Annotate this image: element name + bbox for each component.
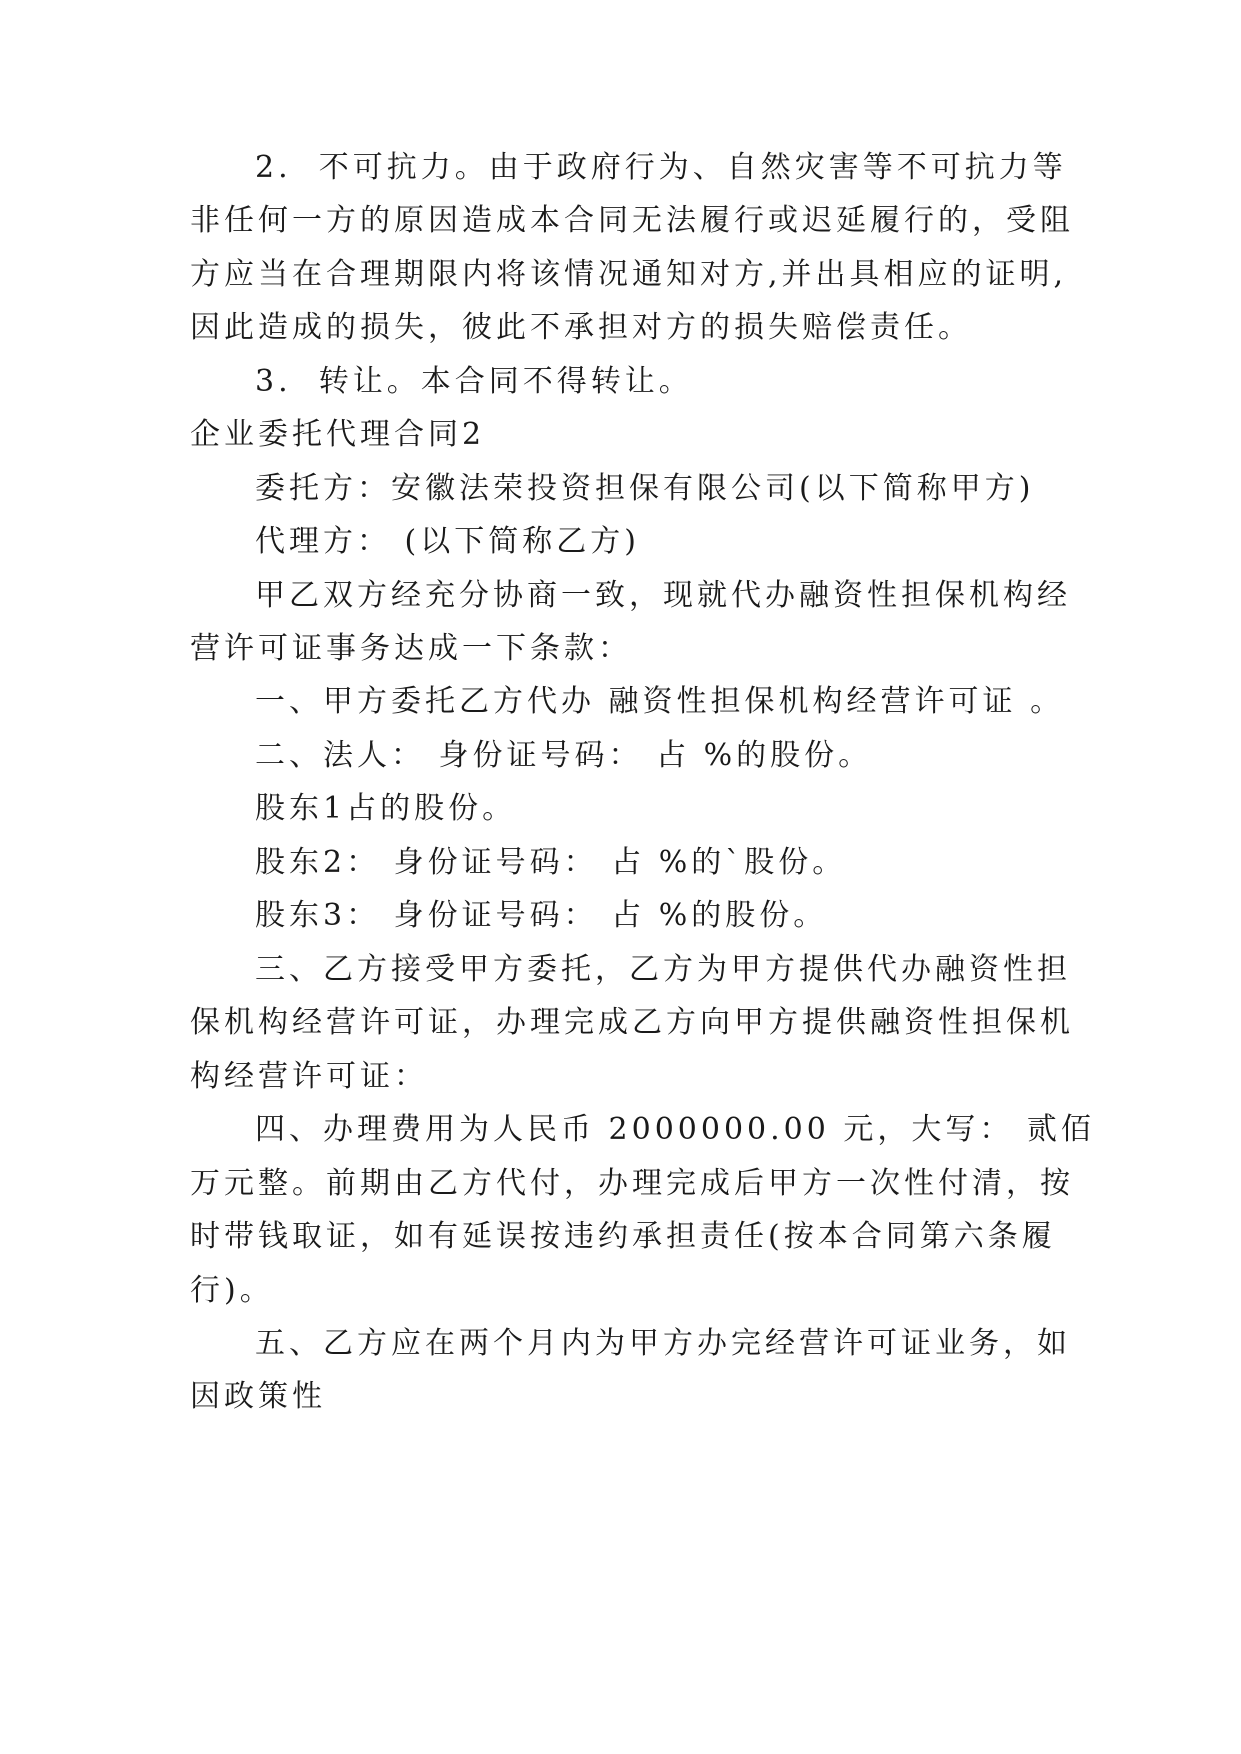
text-line: 二、法人： 身份证号码： 占 %的股份。 bbox=[255, 738, 873, 773]
text-line: 方应当在合理期限内将该情况通知对方,并出具相应的证明, bbox=[190, 257, 1068, 292]
text-line: 一、甲方委托乙方代办 融资性担保机构经营许可证 。 bbox=[255, 684, 1065, 719]
text-line: 2. 不可抗力。由于政府行为、自然灾害等不可抗力等 bbox=[255, 150, 1067, 185]
text-line: 因政策性 bbox=[190, 1379, 326, 1414]
text-line: 因此造成的损失，彼此不承担对方的损失赔偿责任。 bbox=[190, 310, 972, 345]
text-line: 股东3： 身份证号码： 占 %的股份。 bbox=[255, 898, 828, 933]
text-line: 代理方： (以下简称乙方) bbox=[255, 524, 640, 559]
text-line: 保机构经营许可证，办理完成乙方向甲方提供融资性担保机 bbox=[190, 1005, 1074, 1040]
text-line: 3. 转让。本合同不得转让。 bbox=[255, 364, 693, 399]
text-line: 五、乙方应在两个月内为甲方办完经营许可证业务，如 bbox=[255, 1326, 1071, 1361]
text-line: 甲乙双方经充分协商一致，现就代办融资性担保机构经 bbox=[255, 578, 1071, 613]
text-line: 非任何一方的原因造成本合同无法履行或迟延履行的，受阻 bbox=[190, 203, 1074, 238]
text-line: 股东1占的股份。 bbox=[255, 791, 517, 826]
text-line: 构经营许可证： bbox=[190, 1059, 428, 1094]
text-line: 万元整。前期由乙方代付，办理完成后甲方一次性付清，按 bbox=[190, 1166, 1074, 1201]
text-line: 时带钱取证，如有延误按违约承担责任(按本合同第六条履 bbox=[190, 1219, 1056, 1254]
text-line: 委托方：安徽法荣投资担保有限公司(以下简称甲方) bbox=[255, 471, 1035, 506]
text-line: 三、乙方接受甲方委托，乙方为甲方提供代办融资性担 bbox=[255, 952, 1071, 987]
text-line: 营许可证事务达成一下条款： bbox=[190, 631, 632, 666]
text-line: 四、办理费用为人民币 2000000.00 元，大写： 贰佰 bbox=[255, 1112, 1095, 1147]
section-title: 企业委托代理合同2 bbox=[190, 417, 486, 452]
text-line: 行)。 bbox=[190, 1273, 274, 1308]
text-line: 股东2： 身份证号码： 占 %的`股份。 bbox=[255, 845, 847, 880]
